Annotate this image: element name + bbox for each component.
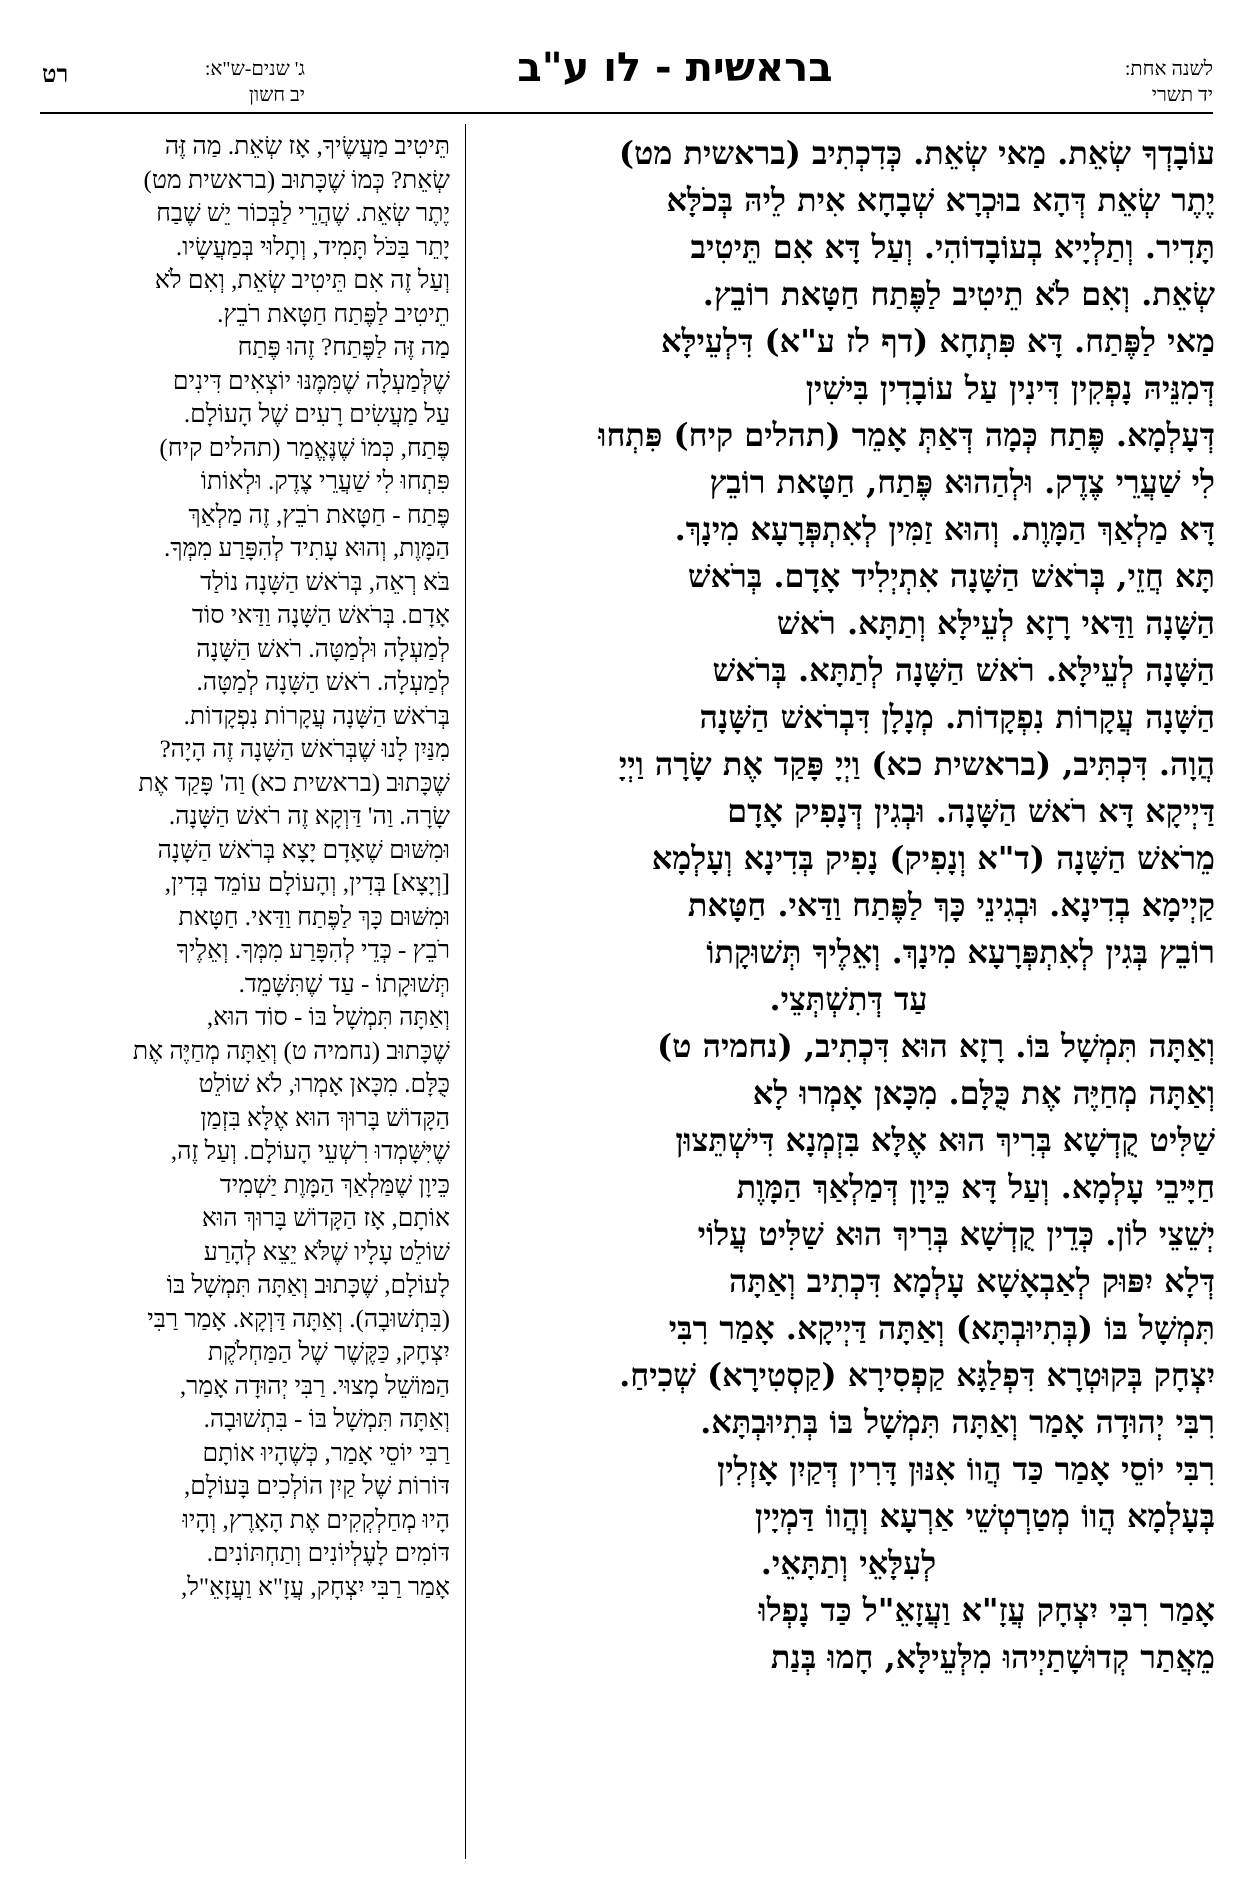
page-number: רט	[42, 62, 69, 88]
main-text-line: בְּעָלְמָא הֲווֹ מְטַרְטְשֵׁי אַרְעָא וְהֲווֹ דַּמְיָין	[754, 1497, 1215, 1535]
side-text-line: פֶּתַח - חַטָּאת רֹבֵץ, זֶה מַלְאַךְ	[188, 501, 450, 529]
main-text-line: לְעִלָּאֵי וְתַתָּאֵי.	[760, 1544, 937, 1582]
side-text-line: תֵּיטִיב מַעֲשֶׂיךָ, אָז שְׂאֵת. מַה זֶּה	[164, 133, 450, 160]
side-text-line: שֶׁכָּתוּב (נחמיה ט) וְאַתָּה מְחַיֶּה אֶת	[132, 1037, 450, 1065]
main-text-line: מֵאֲתַר קְדוּשָׁתַיְיהוּ מִלְּעֵילָּא, חָמוּ בְּנַת	[770, 1638, 1215, 1676]
translation-column	[40, 130, 450, 1870]
header-left-line1: ג' שנים-ש"א:	[204, 58, 305, 80]
page-title: בראשית - לו ע"ב	[517, 45, 833, 91]
side-text-line: תֵיטִיב לַפֶּתַח חַטָּאת רֹבֵץ.	[217, 300, 450, 328]
main-text-line: קַיְימָא בְדִינָא. וּבְגִינֵי כָּךְ לַפֶּתַח וַדַּאי. חַטָּאת	[687, 886, 1215, 924]
main-text-line: דְּעָלְמָא. פֶּתַח כְּמָה דְּאַתְּ אָמֵר (תהלים קיח) פִּתְחוּ	[598, 416, 1215, 454]
side-text-line: שׁוֹלֵט עָלָיו שֶׁלֹּא יֵצֵא לְהָרַע	[203, 1238, 450, 1266]
side-text-line: פִּתְחוּ לִי שַׁעֲרֵי צֶדֶק. וּלְאוֹתוֹ	[200, 468, 450, 495]
main-text-line: תִּמְשָׁל בּוֹ (בְּתִיוּבְתָּא) וְאַתָּה דַּיְיקָא. אָמַר רִבִּי	[668, 1309, 1215, 1347]
side-text-line: יָתֵר בַּכֹּל תָּמִיד, וְתָלוּי בְּמַעֲשָׂיו.	[175, 233, 450, 261]
side-text-line: וְאַתָּה תִּמְשָׁל בּוֹ - סוֹד הוּא,	[206, 1004, 450, 1031]
main-text-line: לִי שַׁעֲרֵי צֶדֶק. וּלְהַהוּא פֶּתַח, חַטָּאת רוֹבֵץ	[709, 463, 1215, 501]
main-text-line: דְּמִנֵּיהּ נָפְקִין דִּינִין עַל עוֹבָדִין בִּישִׁין	[805, 369, 1215, 407]
side-text-line: רֹבֵץ - כְּדֵי לְהִפָּרַע מִמְּךָ. וְאֵלֶיךָ	[176, 937, 450, 964]
main-text-line: וְאַתָּה מְחַיֶּה אֶת כֻּלָּם. מִכָּאן אָמְרוּ לָא	[752, 1074, 1215, 1112]
side-text-line: שְׂאֵת? כְּמוֹ שֶׁכָּתוּב (בראשית מט)	[143, 166, 450, 194]
main-text-line: שַׁלִּיט קֻדְשָׁא בְּרִיךְ הוּא אֶלָּא בִּזְמְנָא דִּישְׁתֵּצוּן	[675, 1121, 1215, 1159]
main-text-line: אָמַר רִבִּי יִצְחָק עֲזָ"א וַעֲזָאֵ"ל כַּד נָפְלוּ	[758, 1591, 1215, 1629]
side-text-line: שֶׁיִּשָּׁמְדוּ רִשְׁעֵי הָעוֹלָם. וְעַל זֶה,	[170, 1138, 450, 1165]
side-text-line: רַבִּי יוֹסֵי אָמַר, כְּשֶׁהָיוּ אוֹתָם	[202, 1439, 450, 1467]
main-text-line: דַּיְיקָא דָּא רֹאשׁ הַשָּׁנָה. וּבְגִין דְּנָפִיק אָדָם	[727, 792, 1215, 830]
side-text-line: וְעַל זֶה אִם תֵּיטִיב שְׂאֵת, וְאִם לֹא	[154, 267, 450, 294]
main-text-line: הַשָּׁנָה וַדַּאי רָזָא לְעֵילָּא וְתַתָּא. רֹאשׁ	[776, 604, 1215, 642]
main-text-line: עוֹבָדְךָ שְׂאֵת. מַאי שְׂאֵת. כְּדִכְתִיב (בראשית מט)	[618, 134, 1215, 172]
side-text-line: בְּרֹאשׁ הַשָּׁנָה עֲקָרוֹת נִפְקָדוֹת.	[183, 702, 450, 730]
header-right-line1: לשנה אחת:	[1124, 58, 1213, 80]
header-right-label	[1043, 56, 1213, 108]
side-text-line: כֻּלָּם. מִכָּאן אָמְרוּ, לֹא שׁוֹלֵט	[198, 1071, 450, 1098]
side-text-line: בֹּא רְאֵה, בְּרֹאשׁ הַשָּׁנָה נוֹלַד	[200, 568, 450, 596]
side-text-line: מִנַּיִן לָנוּ שֶׁבְּרֹאשׁ הַשָּׁנָה זֶה הָיָה?	[159, 736, 450, 763]
main-text-line: עַד דְּתִשְׁתְּצֵי.	[769, 980, 928, 1018]
side-text-line: [וְיָצָא] בְּדִין, וְהָעוֹלָם עוֹמֵד בְּדִין,	[164, 870, 450, 897]
side-text-line: יֶתֶר שְׂאֵת. שֶׁהֲרֵי לַבְּכוֹר יֵשׁ שֶׁבַח	[156, 200, 450, 227]
main-text-line: תָּדִיר. וְתַלְיָיא בְעוֹבָדוֹהִי. וְעַל דָּא אִם תֵּיטִיב	[690, 228, 1215, 266]
header-left-label	[105, 56, 305, 108]
main-text-line: מַאי לַפֶּתַח. דָּא פִּתְחָא (דף לז ע"א) דִּלְעֵילָּא	[660, 322, 1215, 360]
side-text-line: אוֹתָם, אָז הַקָּדוֹשׁ בָּרוּךְ הוּא	[201, 1205, 450, 1232]
side-text-line: הָיוּ מְחַלְקְקִים אֶת הָאָרֶץ, וְהָיוּ	[182, 1506, 450, 1534]
side-text-line: אָדָם. בְּרֹאשׁ הַשָּׁנָה וַדַּאי סוֹד	[191, 602, 450, 629]
side-text-line: לְמַעְלָה. רֹאשׁ הַשָּׁנָה לְמַטָּה.	[196, 669, 450, 696]
main-text-line: הַשָּׁנָה לְעֵילָּא. רֹאשׁ הַשָּׁנָה לְתַתָּא. בְּרֹאשׁ	[712, 651, 1215, 689]
side-text-line: מַה זֶּה לַפֶּתַח? זֶהוּ פֶּתַח	[237, 334, 450, 361]
side-text-line: פֶּתַח, כְּמוֹ שֶׁנֶּאֱמַר (תהלים קיח)	[159, 434, 450, 462]
main-text-line: חַיָּיבֵי עָלְמָא. וְעַל דָּא כֵּיוָן דְּמַלְאַךְ הַמָּוֶת	[736, 1168, 1215, 1206]
main-text-column	[482, 130, 1215, 1870]
side-text-line: עַל מַעֲשִׂים רָעִים שֶׁל הָעוֹלָם.	[183, 401, 450, 428]
main-text-line: מֵרֹאשׁ הַשָּׁנָה (ד"א וְנָפִיק) נָפִיק בְּדִינָא וְעָלְמָא	[651, 839, 1215, 877]
main-text-line: רִבִּי יְהוּדָה אָמַר וְאַתָּה תִּמְשָׁל בּוֹ בְּתִיוּבְתָּא.	[700, 1403, 1215, 1441]
side-text-line: לְמַעְלָה וּלְמַטָּה. רֹאשׁ הַשָּׁנָה	[196, 635, 450, 663]
main-text-line: רוֹבֵץ בְּגִין לְאִתְפְּרָעָא מִינָךְ. וְאֵלֶיךָ תְּשׁוּקָתוֹ	[706, 933, 1215, 971]
header-right-line2: יד תשרי	[1151, 84, 1213, 106]
main-text-line: יְשֵׁצֵי לוֹן. כְּדֵין קֻדְשָׁא בְּרִיךְ הוּא שַׁלִּיט עֲלוֹי	[697, 1215, 1215, 1253]
side-text-line: לָעוֹלָם, שֶׁכָּתוּב וְאַתָּה תִּמְשָׁל בּוֹ	[166, 1272, 450, 1299]
side-text-line: וְאַתָּה תִּמְשָׁל בּוֹ - בִּתְשׁוּבָה.	[203, 1406, 450, 1433]
main-text-line: רִבִּי יוֹסֵי אָמַר כַּד הֲווֹ אִנּוּן דָּרִין דְּקַיִן אָזְלִין	[717, 1450, 1215, 1488]
main-text-line: תָּא חֲזֵי, בְּרֹאשׁ הַשָּׁנָה אִתְיְלִיד אָדָם. בְּרֹאשׁ	[687, 557, 1215, 595]
main-text-line: יֶתֶר שְׂאֵת דְּהָא בוּכְרָא שְׁבָחָא אִית לֵיהּ בְּכֹלָּא	[666, 181, 1215, 219]
page-header	[0, 0, 1253, 110]
side-text-line: שָׂרָה. וַה' דַּוְקָא זֶה רֹאשׁ הַשָּׁנָה.	[168, 803, 450, 830]
side-text-line: יִצְחָק, כַּקֶּשֶׁר שֶׁל הַמַּחְלֹקֶת	[207, 1339, 450, 1366]
side-text-line: הַמּוֹשֵׁל מָצוּי. רַבִּי יְהוּדָה אָמַר,	[179, 1372, 450, 1400]
main-text-line: דָּא מַלְאַךְ הַמָּוֶת. וְהוּא זַמִּין לְאִתְפְּרָעָא מִינָךְ.	[674, 510, 1215, 548]
main-text-line: הֲוָה. דִּכְתִּיב, (בראשית כא) וַיְיָ פָּקַד אֶת שָׂרָה וַיְיָ	[618, 745, 1215, 783]
header-left-line2: יב חשון	[248, 84, 305, 106]
side-text-line: (בִּתְשׁוּבָה). וְאַתָּה דַּוְקָא. אָמַר רַבִּי	[147, 1305, 450, 1333]
main-text-line: הַשָּׁנָה עֲקָרוֹת נִפְקָדוֹת. מְנָלָן דִּבְרֹאשׁ הַשָּׁנָה	[699, 698, 1215, 736]
side-text-line: שֶׁכָּתוּב (בראשית כא) וַה' פָּקַד אֶת	[138, 769, 450, 797]
main-text-line: וְאַתָּה תִּמְשָׁל בּוֹ. רָזָא הוּא דִּכְתִיב, (נחמיה ט)	[656, 1027, 1215, 1065]
side-text-line: דּוֹמִים לָעֶלְיוֹנִים וְתַחְתּוֹנִים.	[206, 1540, 450, 1567]
side-text-line: כֵּיוָן שֶׁמַּלְאַךְ הַמָּוֶת יַשְׁמִיד	[219, 1171, 450, 1199]
main-text-line: שְׂאֵת. וְאִם לֹא תֵיטִיב לַפֶּתַח חַטָּאת רוֹבֵץ.	[702, 275, 1215, 313]
header-rule	[40, 112, 1213, 114]
main-text-line: דְּלָא יִפּוּק לְאַבְאָשָׁא עָלְמָא דִּכְתִיב וְאַתָּה	[728, 1262, 1215, 1300]
side-text-line: תְּשׁוּקָתוֹ - עַד שֶׁתִּשָּׁמֵד.	[238, 970, 450, 998]
side-text-line: שֶׁלְּמַעְלָה שֶׁמִּמֶּנּוּ יוֹצְאִים דִּינִים	[172, 367, 450, 395]
side-text-line: וּמִשּׁוּם שֶׁאָדָם יָצָא בְּרֹאשׁ הַשָּׁנָה	[157, 836, 450, 864]
column-divider	[465, 124, 466, 1859]
side-text-line: הַקָּדוֹשׁ בָּרוּךְ הוּא אֶלָּא בִּזְמַן	[200, 1104, 450, 1132]
main-text-line: יִצְחָק בְּקוּטְרָא דִּפְלַגָּא קַפְסִירָא (קַסְטִירָא) שְׁכִיחַ.	[619, 1356, 1215, 1394]
side-text-line: דּוֹרוֹת שֶׁל קַיִן הוֹלְכִים בָּעוֹלָם,	[183, 1473, 450, 1500]
side-text-line: וּמִשּׁוּם כָּךְ לַפֶּתַח וַדַּאי. חַטָּאת	[178, 903, 450, 931]
side-text-line: אָמַר רַבִּי יִצְחָק, עֲזָ"א וַעֲזָאֵ"ל,	[180, 1573, 450, 1601]
side-text-line: הַמָּוֶת, וְהוּא עָתִיד לְהִפָּרַע מִמְּךָ.	[163, 535, 450, 562]
